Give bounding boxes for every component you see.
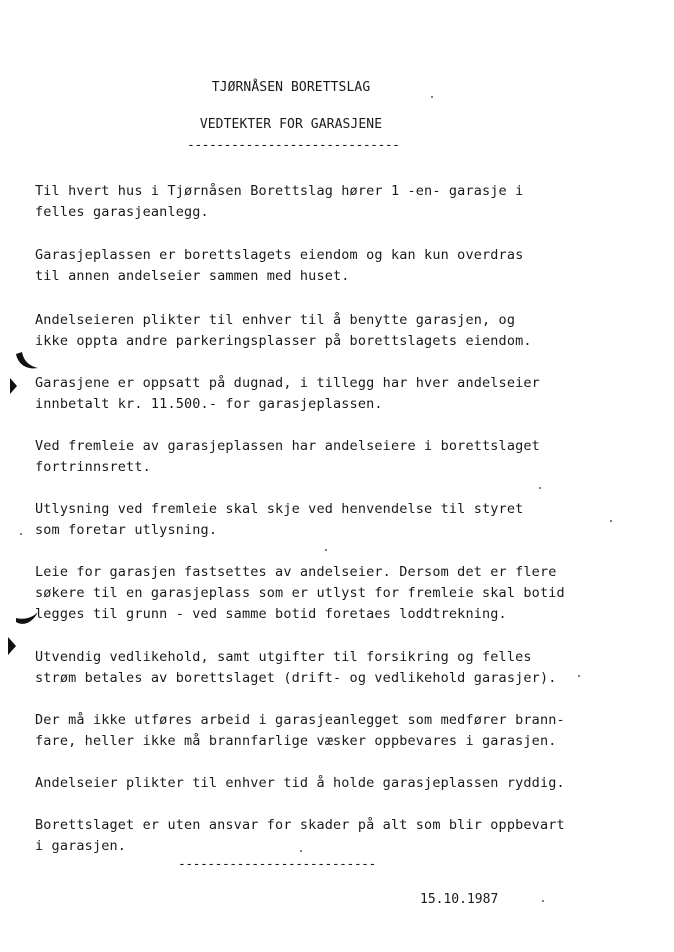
paragraph-line: fortrinnsrett.	[35, 459, 151, 475]
paragraph-line: Utvendig vedlikehold, samt utgifter til forsikring og felles	[35, 649, 532, 665]
paragraph-line: Garasjene er oppsatt på dugnad, i tillegg har hver andelseier	[35, 375, 540, 391]
paragraph-9	[35, 710, 605, 752]
paragraph-line: strøm betales av borettslaget (drift- og vedlikehold garasjer).	[35, 670, 557, 686]
paragraph-line: som foretar utlysning.	[35, 522, 218, 538]
paragraph-line: søkere til en garasjeplass som er utlyst for fremleie skal botid	[35, 585, 565, 601]
header-divider: -----------------------------	[187, 138, 400, 153]
paragraph-7	[35, 562, 605, 625]
binder-hole-mark-icon	[14, 608, 40, 628]
paragraph-6	[35, 499, 605, 541]
paragraph-line: felles garasjeanlegg.	[35, 204, 209, 220]
document-subtitle: VEDTEKTER FOR GARASJENE	[199, 117, 383, 132]
paragraph-line: legges til grunn - ved samme botid foretaes loddtrekning.	[35, 606, 507, 622]
paragraph-line: til annen andelseier sammen med huset.	[35, 268, 350, 284]
paragraph-line: Borettslaget er uten ansvar for skader på alt som blir oppbevart	[35, 817, 565, 833]
paragraph-line: Til hvert hus i Tjørnåsen Borettslag hører 1 -en- garasje i	[35, 183, 524, 199]
scan-speck	[431, 96, 433, 98]
scan-speck	[20, 533, 22, 535]
scan-speck	[610, 520, 612, 522]
paragraph-2	[35, 245, 605, 287]
paragraph-line: Andelseieren plikter til enhver til å benytte garasjen, og	[35, 312, 516, 328]
scan-speck	[542, 900, 544, 902]
scan-speck	[300, 850, 302, 852]
paragraph-line: Andelseier plikter til enhver tid å holde garasjeplassen ryddig.	[35, 775, 565, 791]
scan-speck	[325, 549, 327, 551]
paragraph-1	[35, 181, 605, 223]
binder-hole-mark-icon	[14, 350, 40, 374]
paragraph-line: Garasjeplassen er borettslagets eiendom og kan kun overdras	[35, 247, 524, 263]
paragraph-line: i garasjen.	[35, 838, 127, 854]
paragraph-line: Utlysning ved fremleie skal skje ved henvendelse til styret	[35, 501, 524, 517]
paragraph-8	[35, 647, 605, 689]
paragraph-line: fare, heller ikke må brannfarlige væsker oppbevares i garasjen.	[35, 733, 557, 749]
paragraph-3	[35, 310, 605, 352]
document-date: 15.10.1987	[420, 892, 499, 907]
binder-tab-mark-icon	[7, 636, 17, 656]
scan-speck	[578, 675, 580, 677]
paragraph-11	[35, 815, 605, 857]
binder-tab-mark-icon	[9, 377, 19, 395]
paragraph-line: innbetalt kr. 11.500.- for garasjeplassen.	[35, 396, 383, 412]
paragraph-line: Der må ikke utføres arbeid i garasjeanlegget som medfører brann-	[35, 712, 565, 728]
document-title: TJØRNÅSEN BORETTSLAG	[211, 80, 371, 95]
paragraph-4	[35, 373, 605, 415]
paragraph-line: Leie for garasjen fastsettes av andelseier. Dersom det er flere	[35, 564, 557, 580]
footer-divider: ---------------------------	[178, 857, 376, 872]
scan-speck	[539, 487, 541, 489]
paragraph-line: ikke oppta andre parkeringsplasser på borettslagets eiendom.	[35, 333, 532, 349]
paragraph-5	[35, 436, 605, 478]
paragraph-line: Ved fremleie av garasjeplassen har andelseiere i borettslaget	[35, 438, 540, 454]
paragraph-10	[35, 773, 605, 794]
